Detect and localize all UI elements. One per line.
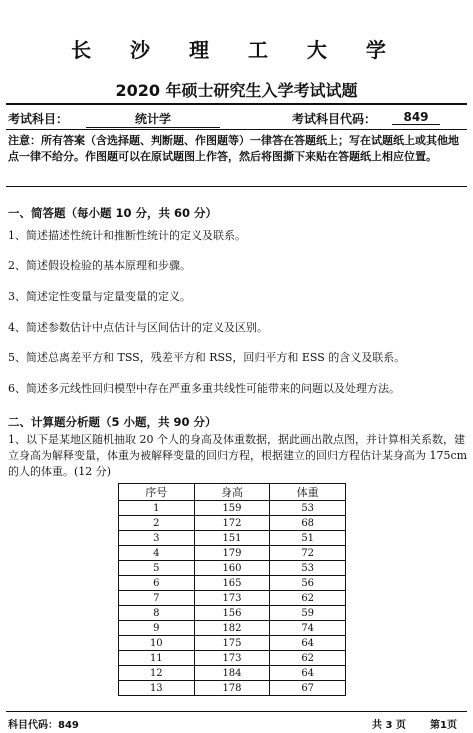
cell-weight: 72 (270, 546, 346, 561)
cell-index: 7 (119, 591, 195, 606)
cell-weight: 53 (270, 501, 346, 516)
cell-index: 8 (119, 606, 195, 621)
cell-index: 1 (119, 501, 195, 516)
table-row (119, 606, 346, 621)
header-weight: 体重 (270, 484, 346, 501)
cell-index: 13 (119, 681, 195, 696)
subject-value: 统计学 (86, 110, 220, 128)
cell-index: 5 (119, 561, 195, 576)
question-1-4: 4、简述参数估计中点估计与区间估计的定义及区别。 (8, 321, 268, 334)
footer-page-no: 第1页 (430, 720, 457, 731)
cell-index: 3 (119, 531, 195, 546)
cell-height: 165 (194, 576, 270, 591)
header-index: 序号 (119, 484, 195, 501)
cell-weight: 64 (270, 636, 346, 651)
table-row (119, 666, 346, 681)
height-weight-table (118, 483, 346, 696)
exam-note: 注意：所有答案（含选择题、判断题、作图题等）一律答在答题纸上；写在试题纸上或其他地点一律不给分。作图题可以在原试题图上作答，然后将图撕下来贴在答题纸上相应位置。 (8, 134, 459, 163)
table-row (119, 501, 346, 516)
table-row (119, 516, 346, 531)
subject-row (8, 110, 468, 128)
cell-height: 173 (194, 651, 270, 666)
cell-height: 184 (194, 666, 270, 681)
cell-index: 11 (119, 651, 195, 666)
table-header-row (119, 484, 346, 501)
subject-label: 考试科目： (8, 112, 69, 126)
table-row (119, 636, 346, 651)
code-value: 849 (392, 110, 440, 125)
cell-height: 178 (194, 681, 270, 696)
question-1-5: 5、简述总离差平方和 TSS，残差平方和 RSS，回归平方和 ESS 的含义及联系。 (8, 351, 406, 364)
footer-code: 科目代码：849 (8, 720, 79, 731)
cell-index: 9 (119, 621, 195, 636)
section2-heading: 二、计算题分析题（5 小题，共 90 分） (8, 415, 217, 429)
cell-weight: 67 (270, 681, 346, 696)
question-1-1: 1、简述描述性统计和推断性统计的定义及联系。 (8, 229, 246, 242)
cell-height: 172 (194, 516, 270, 531)
cell-height: 182 (194, 621, 270, 636)
divider-note (6, 186, 467, 187)
table-row (119, 546, 346, 561)
exam-title: 2020 年硕士研究生入学考试试题 (115, 81, 358, 100)
question-2-1: 1、以下是某地区随机抽取 20 个人的身高及体重数据，据此画出散点图，并计算相关系数，建立身高为解释变量，体重为被解释变量的回归方程，根据建立的回归方程估计某身高为 175cm 的人的体重。(12 分) (8, 433, 468, 478)
cell-weight: 59 (270, 606, 346, 621)
cell-weight: 74 (270, 621, 346, 636)
footer-pages: 共 3 页 (372, 720, 406, 731)
cell-index: 12 (119, 666, 195, 681)
table-row (119, 681, 346, 696)
header-height: 身高 (194, 484, 270, 501)
cell-height: 156 (194, 606, 270, 621)
cell-height: 151 (194, 531, 270, 546)
table-row (119, 576, 346, 591)
cell-height: 173 (194, 591, 270, 606)
table-row (119, 651, 346, 666)
cell-weight: 68 (270, 516, 346, 531)
cell-weight: 62 (270, 591, 346, 606)
table-row (119, 591, 346, 606)
divider-top (6, 103, 467, 105)
cell-index: 10 (119, 636, 195, 651)
cell-height: 179 (194, 546, 270, 561)
divider-footer (6, 711, 467, 712)
cell-weight: 53 (270, 561, 346, 576)
table-row (119, 561, 346, 576)
question-1-2: 2、简述假设检验的基本原理和步骤。 (8, 259, 191, 272)
question-1-6: 6、简述多元线性回归模型中存在严重多重共线性可能带来的问题以及处理方法。 (8, 382, 400, 395)
cell-index: 6 (119, 576, 195, 591)
divider-subject (6, 129, 467, 130)
cell-height: 159 (194, 501, 270, 516)
cell-weight: 51 (270, 531, 346, 546)
cell-index: 4 (119, 546, 195, 561)
cell-weight: 62 (270, 651, 346, 666)
cell-height: 160 (194, 561, 270, 576)
table-row (119, 531, 346, 546)
question-1-3: 3、简述定性变量与定量变量的定义。 (8, 290, 191, 303)
cell-weight: 56 (270, 576, 346, 591)
university-name: 长 沙 理 工 大 学 (71, 38, 402, 62)
cell-height: 175 (194, 636, 270, 651)
cell-weight: 64 (270, 666, 346, 681)
cell-index: 2 (119, 516, 195, 531)
code-label: 考试科目代码： (292, 112, 377, 126)
section1-heading: 一、简答题（每小题 10 分，共 60 分） (8, 206, 218, 220)
table-row (119, 621, 346, 636)
